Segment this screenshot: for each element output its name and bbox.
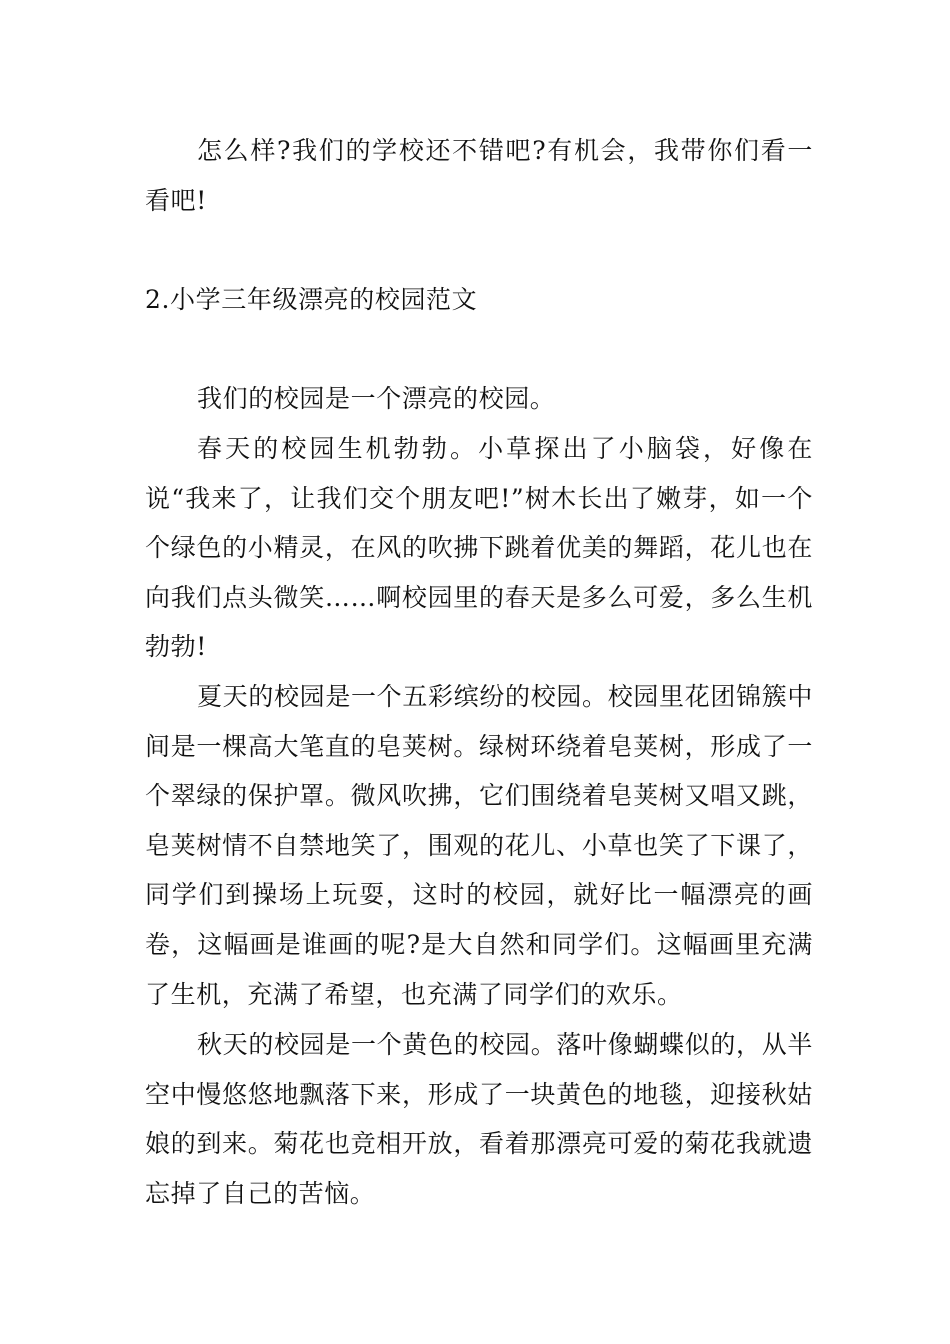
section-heading: 2.小学三年级漂亮的校园范文 [145, 285, 478, 314]
body-paragraph-spring: 春天的校园生机勃勃。小草探出了小脑袋，好像在说“我来了，让我们交个朋友吧!”树木长出了嫩芽，如一个个绿色的小精灵，在风的吹拂下跳着优美的舞蹈，花儿也在向我们点头微笑……啊校园里的春天是多么可爱，多么生机勃勃! [145, 434, 813, 662]
body-paragraph: 我们的校园是一个漂亮的校园。 [197, 384, 556, 413]
intro-paragraph: 怎么样?我们的学校还不错吧?有机会，我带你们看一看吧! [145, 136, 813, 215]
body-paragraph-autumn: 秋天的校园是一个黄色的校园。落叶像蝴蝶似的，从半空中慢悠悠地飘落下来，形成了一块黄色的地毯，迎接秋姑娘的到来。菊花也竞相开放，看着那漂亮可爱的菊花我就遗忘掉了自己的苦恼。 [145, 1030, 813, 1208]
body-paragraph-summer: 夏天的校园是一个五彩缤纷的校园。校园里花团锦簇中间是一棵高大笔直的皂荚树。绿树环绕着皂荚树，形成了一个翠绿的保护罩。微风吹拂，它们围绕着皂荚树又唱又跳，皂荚树情不自禁地笑了，围观的花儿、小草也笑了下课了，同学们到操场上玩耍，这时的校园，就好比一幅漂亮的画卷，这幅画是谁画的呢?是大自然和同学们。这幅画里充满了生机，充满了希望，也充满了同学们的欢乐。 [145, 682, 813, 1009]
